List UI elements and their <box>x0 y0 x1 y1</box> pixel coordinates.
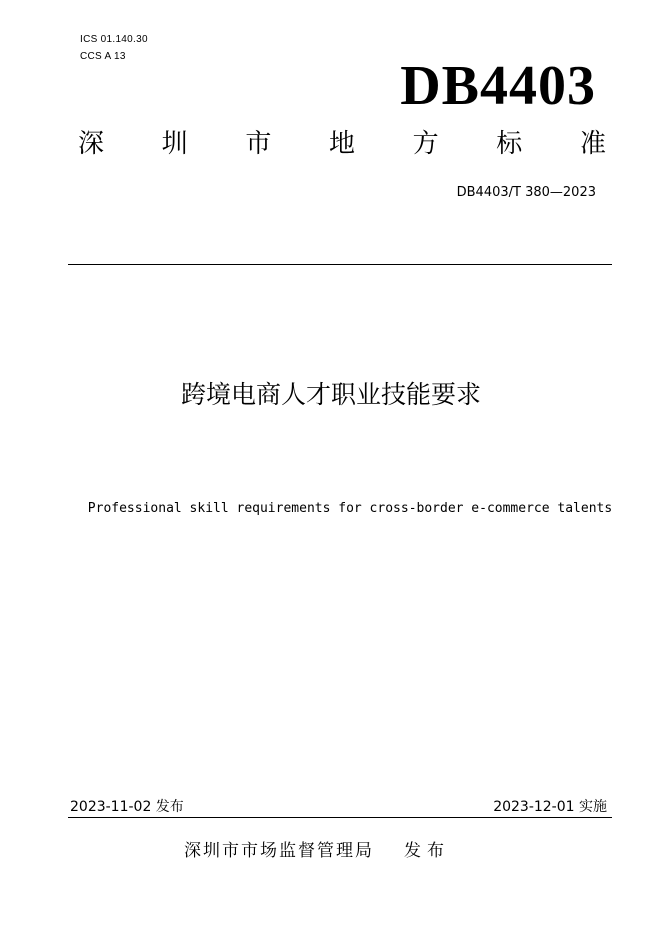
standard-type-char: 圳 <box>161 129 188 159</box>
ics-code: ICS 01.140.30 <box>80 34 148 45</box>
standard-type-char: 方 <box>412 129 439 159</box>
implementation-date: 2023-12-01 实施 <box>493 799 607 815</box>
publish-label: 发布 <box>404 841 450 861</box>
bottom-divider <box>68 817 612 818</box>
issuer-name: 深圳市市场监督管理局 <box>184 841 374 861</box>
standard-number: DB4403/T 380—2023 <box>456 185 596 200</box>
standard-type-char: 准 <box>579 129 606 159</box>
standard-type-char: 深 <box>78 129 105 159</box>
standard-type-heading <box>78 128 606 160</box>
document-title-english: Professional skill requirements for cross-border e-commerce talents <box>87 501 613 516</box>
standard-type-char: 标 <box>496 129 523 159</box>
standard-type-char: 地 <box>328 129 355 159</box>
standard-mark: DB4403 <box>400 55 596 117</box>
top-divider <box>68 264 612 265</box>
issue-date: 2023-11-02 发布 <box>70 799 184 815</box>
standard-type-char: 市 <box>245 129 272 159</box>
ccs-code: CCS A 13 <box>80 51 126 62</box>
document-title-chinese: 跨境电商人才职业技能要求 <box>180 380 481 409</box>
issuer-line <box>184 836 450 861</box>
